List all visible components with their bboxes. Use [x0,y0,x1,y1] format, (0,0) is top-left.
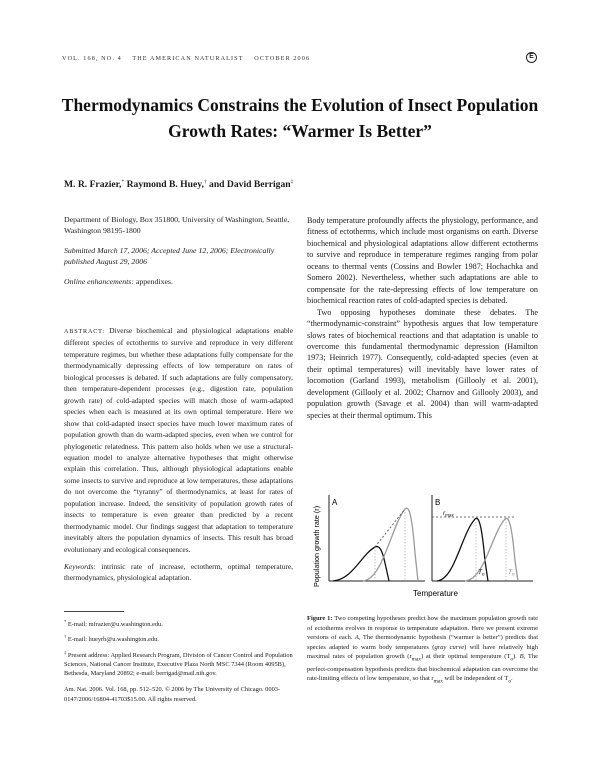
figure-1-graphic [305,475,543,603]
panel-a-label: A [332,498,338,507]
caption-subscript: o [510,656,514,663]
to-label-cold [478,569,485,577]
caption-text: The perfect-compensation hypothesis predicts that biochemical adaptation can overcome the rate-limiting effects of low temperature, so that r [307,653,538,683]
running-header [62,55,542,62]
figure-ylabel: Population growth rate (r) [312,505,321,587]
footnote-3 [64,648,293,679]
author-huey: Raymond B. Huey, [124,179,204,191]
caption-text: ) at their optimal temperature (T [420,653,511,660]
rmax-subscript: max [445,512,454,518]
citation: Am. Nat. 2006. Vol. 168, pp. 512–520. © 2006 by The University of Chicago. 0003-0147/2006/16804-41703$15.00. All rights reserved. [64,686,281,703]
panel-b [432,495,533,581]
enhancement-badge-icon: E [526,52,537,63]
caption-panel-ref: A, [354,634,361,641]
abstract-text: Diverse biochemical and physiological adaptations enable different species of ectotherms to survive and reproduce in very different temperature regimes, but whether these adaptations fully compensate for the thermodynamically depressing effects of low temperature on rates of biological processes is debated. If such adaptations are fully compensatory, then temperature-dependent processes (e.g., digestion rate, population growth rate) of cold-adapted species will match those of warm-adapted species when each is measured at its own optimal temperature. Here we show that cold-adapted insect species have much lower maximum rates of population growth than do warm-adapted species, even when we control for phylogenetic relatedness. This pattern also holds when we use a structural-equation model to analyze alternative hypotheses that might otherwise explain this correlation. Thus, although physiological adaptations enable some insects to survive and reproduce at low temperatures, these adaptations do not overcome the “tyranny” of thermodynamics, at least for rates of population increase. Indeed, the sensitivity of population growth rates of insects to temperature is even greater than predicted by a recent thermodynamic model. Our findings suggest that adaptation to temperature inevitably alters the population dynamics of insects. This result has broad evolutionary and ecological consequences. [64,326,293,554]
enhancements-text: appendixes. [133,277,173,286]
author-berrigan: and David Berrigan [206,179,291,191]
caption-text: will be independent of T [442,675,509,683]
author-list [64,179,293,190]
figure-xlabel: Temperature [413,589,458,598]
author-mark: * [121,179,125,185]
rmax-label [443,510,454,518]
footnotes [64,617,293,681]
caption-text: Two competing hypotheses predict how the maximum population growth rate of ectotherms evolves in response to temperature adaptation. Here we present extreme versions of each. [307,615,538,641]
submission-dates: Submitted March 17, 2006; Accepted June 12, 2006; Electronically published August 29, 2006 [64,246,275,266]
keywords-text: intrinsic rate of increase, ectotherm, optimal temperature, thermodynamics, physiological adaptation. [64,562,293,583]
abstract [64,325,293,555]
caption-text: ) will have relatively high maximal rates of population growth (r [307,643,538,660]
keywords-label: Keywords: [64,562,96,571]
caption-text: . [511,675,513,683]
to-label-warm [508,569,515,577]
footnote-mark: † [64,634,67,640]
to-subscript: o [481,571,485,577]
author-frazier: M. R. Frazier, [64,179,122,191]
caption-subscript: o [508,678,512,685]
footnote-mark: ‡ [64,649,67,655]
affiliation: Department of Biology, Box 351800, University of Washington, Seattle, Washington 98195-1800 [64,215,290,235]
figure-caption [307,614,538,687]
panel-b-label: B [435,498,441,507]
footnote-mark: * [64,619,67,624]
caption-subscript: max [433,678,443,685]
body-paragraph-1: Body temperature profoundly affects the physiology, performance, and fitness of ectotherms, which include most organisms on earth. Diverse biochemical and physiological adaptations allow different ectotherms to survive and reproduce in temperature regimes ranging from polar oceans to thermal vents (Cossins and Bowler 1987; Hochachka and Somero 2002). Nevertheless, whether such adaptations are able to compensate for the rate-depressing effects of low temperature on biochemical reaction rates of cold-adapted species is debated. [307,216,538,306]
caption-gray-curve: gray curve [434,643,465,651]
figure-1 [305,475,543,603]
to-symbol: T [508,569,512,576]
volume-info: VOL. 168, NO. 4 [62,55,122,62]
journal-name: THE AMERICAN NATURALIST [132,55,244,62]
footnote-text: E-mail: hueyrb@u.washington.edu. [66,636,159,644]
warm-adapted-curve [363,508,418,581]
issue-date: OCTOBER 2006 [254,55,311,62]
abstract-label: ABSTRACT: [64,328,105,335]
body-paragraph-2: Two opposing hypotheses dominate these debates. The “thermodynamic-constraint” hypothesis argues that low temperature slows rates of biochemical reactions and that adaptation is unable to overcome this fundamental thermodynamic depression (Hamilton 1973; Heinrich 1977). Consequently, cold-adapted species (even at their optimal temperatures) will inevitably have lower rates of locomotion (Garland 1993), metabolism (Gillooly et al. 2001), development (Gillooly et al. 2002; Charnov and Gillooly 2003), and population growth (Savage et al. 2004) than will warm-adapted species at their thermal optimum. This [307,307,538,420]
footnote-1 [64,617,293,629]
footnote-text: Present address: Applied Research Program, Division of Cancer Control and Population Sciences, National Cancer Institute, Executive Plaza North MSC 7344 (Room 4095B), Bethesda, Maryland 20892; e-mail: berrigad@mail.nih.gov. [64,651,293,678]
keywords [64,561,293,584]
author-mark: ‡ [290,179,294,185]
footnote-2 [64,632,293,644]
to-symbol: T [478,569,482,576]
caption-text: The thermodynamic hypothesis (“warmer is better”) predicts that species adapted to warm body temperatures ( [307,634,538,651]
article-title: Thermodynamics Constrains the Evolution of Insect Population Growth Rates: “Warmer Is Better” [61,95,539,141]
caption-panel-ref: B, [519,653,526,660]
caption-subscript: max [411,656,421,663]
panel-a [329,495,425,581]
enhancements-label: Online enhancements: [64,277,134,286]
caption-text: ). [513,653,520,660]
author-mark: † [203,179,207,185]
to-subscript: o [511,571,515,577]
body-text [307,215,538,421]
caption-label: Figure 1: [307,615,333,622]
rmax-symbol: r [443,510,446,517]
online-enhancements [64,276,290,287]
footnote-text: E-mail: mfrazier@u.washington.edu. [66,621,163,629]
footnote-divider [64,611,124,612]
